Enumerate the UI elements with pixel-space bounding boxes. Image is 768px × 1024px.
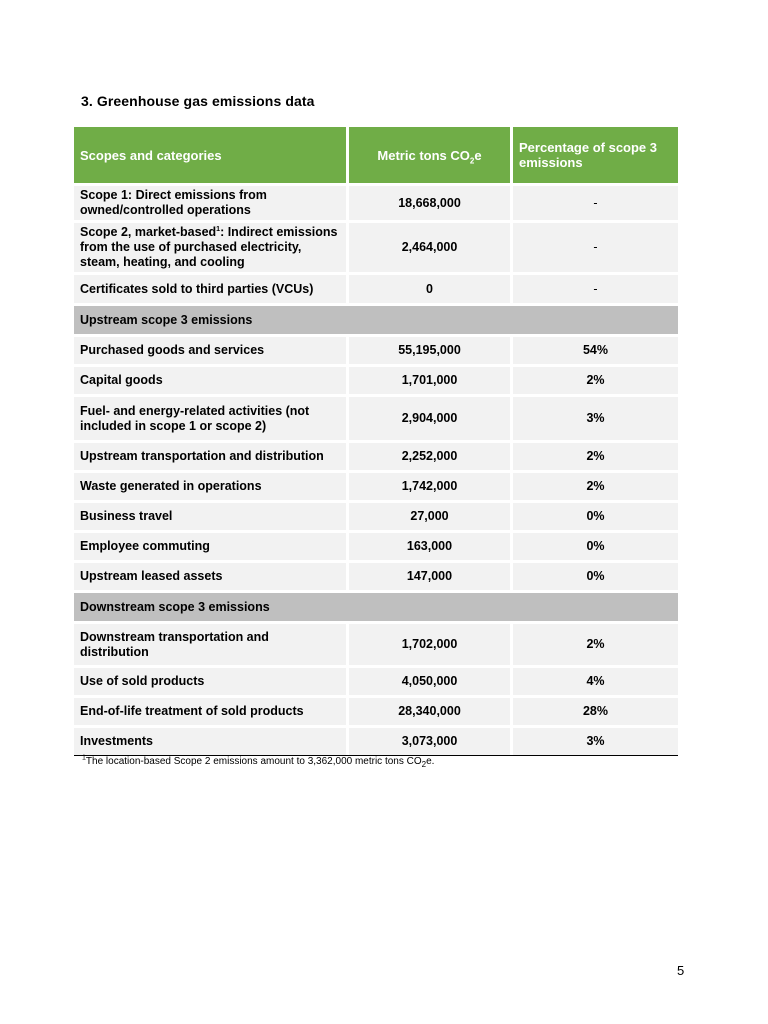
row-label: Use of sold products [74, 668, 346, 695]
row-percentage: 2% [513, 443, 678, 470]
table-row [74, 668, 678, 695]
row-value: 28,340,000 [349, 698, 510, 725]
row-label: Scope 2, market-based$^1$: Indirect emissions from the use of purchased electricity, steam, heating, and cooling [74, 223, 346, 272]
table-row [74, 563, 678, 590]
header-metric-tons: Metric tons $CO_2e$ [349, 127, 510, 183]
emissions-table [71, 124, 681, 758]
row-value: 27,000 [349, 503, 510, 530]
footnote: $^1$The location-based Scope 2 emissions amount to 3,362,000 metric tons $CO_2e$. [82, 754, 435, 769]
row-percentage: - [513, 275, 678, 303]
row-label: Fuel- and energy-related activities (not included in scope 1 or scope 2) [74, 397, 346, 440]
table-row [74, 223, 678, 272]
row-percentage: 3% [513, 397, 678, 440]
row-label: Upstream transportation and distribution [74, 443, 346, 470]
row-value: 4,050,000 [349, 668, 510, 695]
row-percentage: 54% [513, 337, 678, 364]
row-value: 147,000 [349, 563, 510, 590]
row-label: Capital goods [74, 367, 346, 394]
section-title: Upstream scope 3 emissions [74, 306, 678, 334]
table-row [74, 186, 678, 220]
table-row [74, 533, 678, 560]
row-value: 1,701,000 [349, 367, 510, 394]
table-row [74, 275, 678, 303]
row-value: 2,904,000 [349, 397, 510, 440]
table-row [74, 443, 678, 470]
row-label: End-of-life treatment of sold products [74, 698, 346, 725]
row-label: Upstream leased assets [74, 563, 346, 590]
table-row [74, 367, 678, 394]
row-label: Scope 1: Direct emissions from owned/controlled operations [74, 186, 346, 220]
row-percentage: 2% [513, 367, 678, 394]
row-value: 55,195,000 [349, 337, 510, 364]
row-value: 0 [349, 275, 510, 303]
table-header-row [74, 127, 678, 183]
section-title: Downstream scope 3 emissions [74, 593, 678, 621]
row-label: Employee commuting [74, 533, 346, 560]
row-percentage: 0% [513, 563, 678, 590]
row-label: Waste generated in operations [74, 473, 346, 500]
table-row [74, 503, 678, 530]
row-value: 163,000 [349, 533, 510, 560]
row-value: 2,464,000 [349, 223, 510, 272]
section-row-downstream [74, 593, 678, 621]
row-value: 18,668,000 [349, 186, 510, 220]
row-percentage: 2% [513, 624, 678, 665]
table-row [74, 337, 678, 364]
row-percentage: 2% [513, 473, 678, 500]
row-label: Certificates sold to third parties (VCUs) [74, 275, 346, 303]
row-value: 1,702,000 [349, 624, 510, 665]
table-row [74, 397, 678, 440]
row-percentage: 0% [513, 503, 678, 530]
row-label: Business travel [74, 503, 346, 530]
table-row [74, 473, 678, 500]
row-value: 3,073,000 [349, 728, 510, 755]
section-row-upstream [74, 306, 678, 334]
table-row [74, 624, 678, 665]
row-value: 2,252,000 [349, 443, 510, 470]
row-value: 1,742,000 [349, 473, 510, 500]
header-percentage: Percentage of scope 3 emissions [513, 127, 678, 183]
row-percentage: 0% [513, 533, 678, 560]
row-percentage: - [513, 186, 678, 220]
section-heading: 3. Greenhouse gas emissions data [81, 93, 315, 109]
row-percentage: 4% [513, 668, 678, 695]
row-percentage: 28% [513, 698, 678, 725]
header-scopes: Scopes and categories [74, 127, 346, 183]
row-percentage: - [513, 223, 678, 272]
row-label: Downstream transportation and distribution [74, 624, 346, 665]
row-label: Investments [74, 728, 346, 755]
row-percentage: 3% [513, 728, 678, 755]
table-row [74, 698, 678, 725]
page-number: 5 [677, 963, 685, 978]
row-label: Purchased goods and services [74, 337, 346, 364]
table-row [74, 728, 678, 755]
